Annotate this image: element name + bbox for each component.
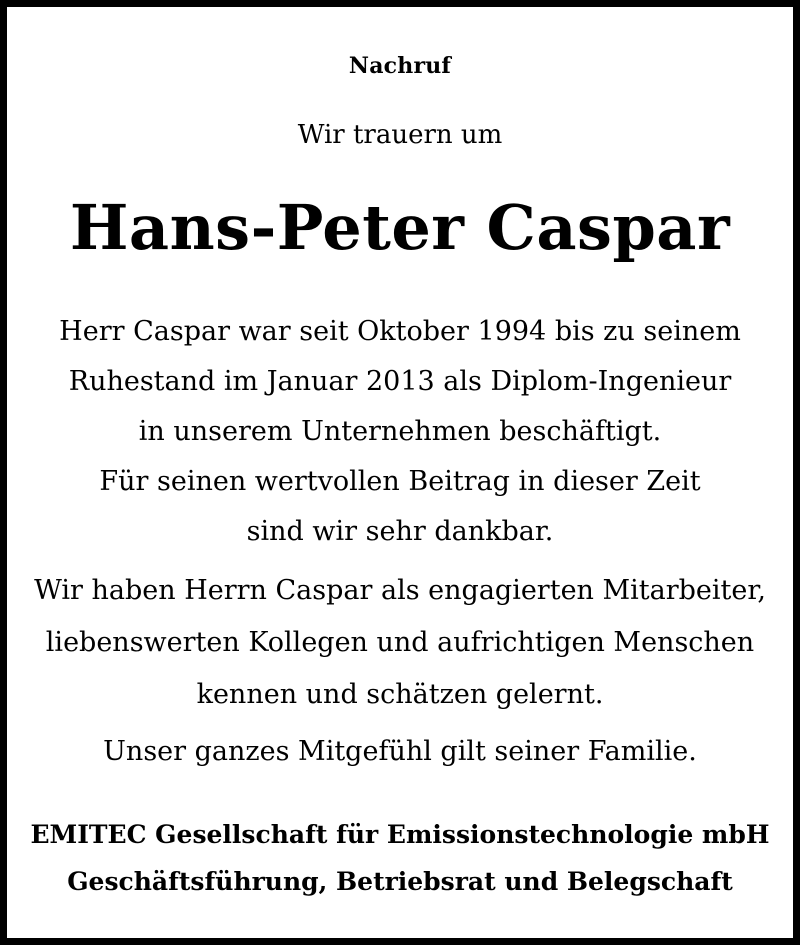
text-line: sind wir sehr dankbar.	[246, 516, 554, 547]
signature-company: EMITEC Gesellschaft für Emissionstechnologie mbH	[30, 820, 770, 849]
notice-paragraph-character	[7, 565, 793, 721]
text-line: kennen und schätzen gelernt.	[196, 679, 604, 710]
deceased-name: Hans-Peter Caspar	[69, 191, 731, 264]
text-line: liebenswerten Kollegen und aufrichtigen Menschen	[45, 627, 755, 658]
text-line: Wir haben Herrn Caspar als engagierten Mitarbeiter,	[34, 575, 766, 606]
notice-heading: Nachruf	[348, 53, 452, 79]
text-line: Ruhestand im Januar 2013 als Diplom-Ingenieur	[68, 366, 732, 397]
signature-departments: Geschäftsführung, Betriebsrat und Belegschaft	[67, 867, 733, 896]
notice-intro: Wir trauern um	[297, 120, 503, 150]
notice-paragraph-service	[7, 307, 793, 557]
text-line: Herr Caspar war seit Oktober 1994 bis zu seinem	[59, 316, 741, 347]
text-line: in unserem Unternehmen beschäftigt.	[138, 416, 662, 447]
notice-paragraph-condolence	[7, 732, 793, 772]
text-line: Unser ganzes Mitgefühl gilt seiner Familie.	[103, 736, 697, 767]
text-line: Für seinen wertvollen Beitrag in dieser Zeit	[99, 466, 701, 497]
